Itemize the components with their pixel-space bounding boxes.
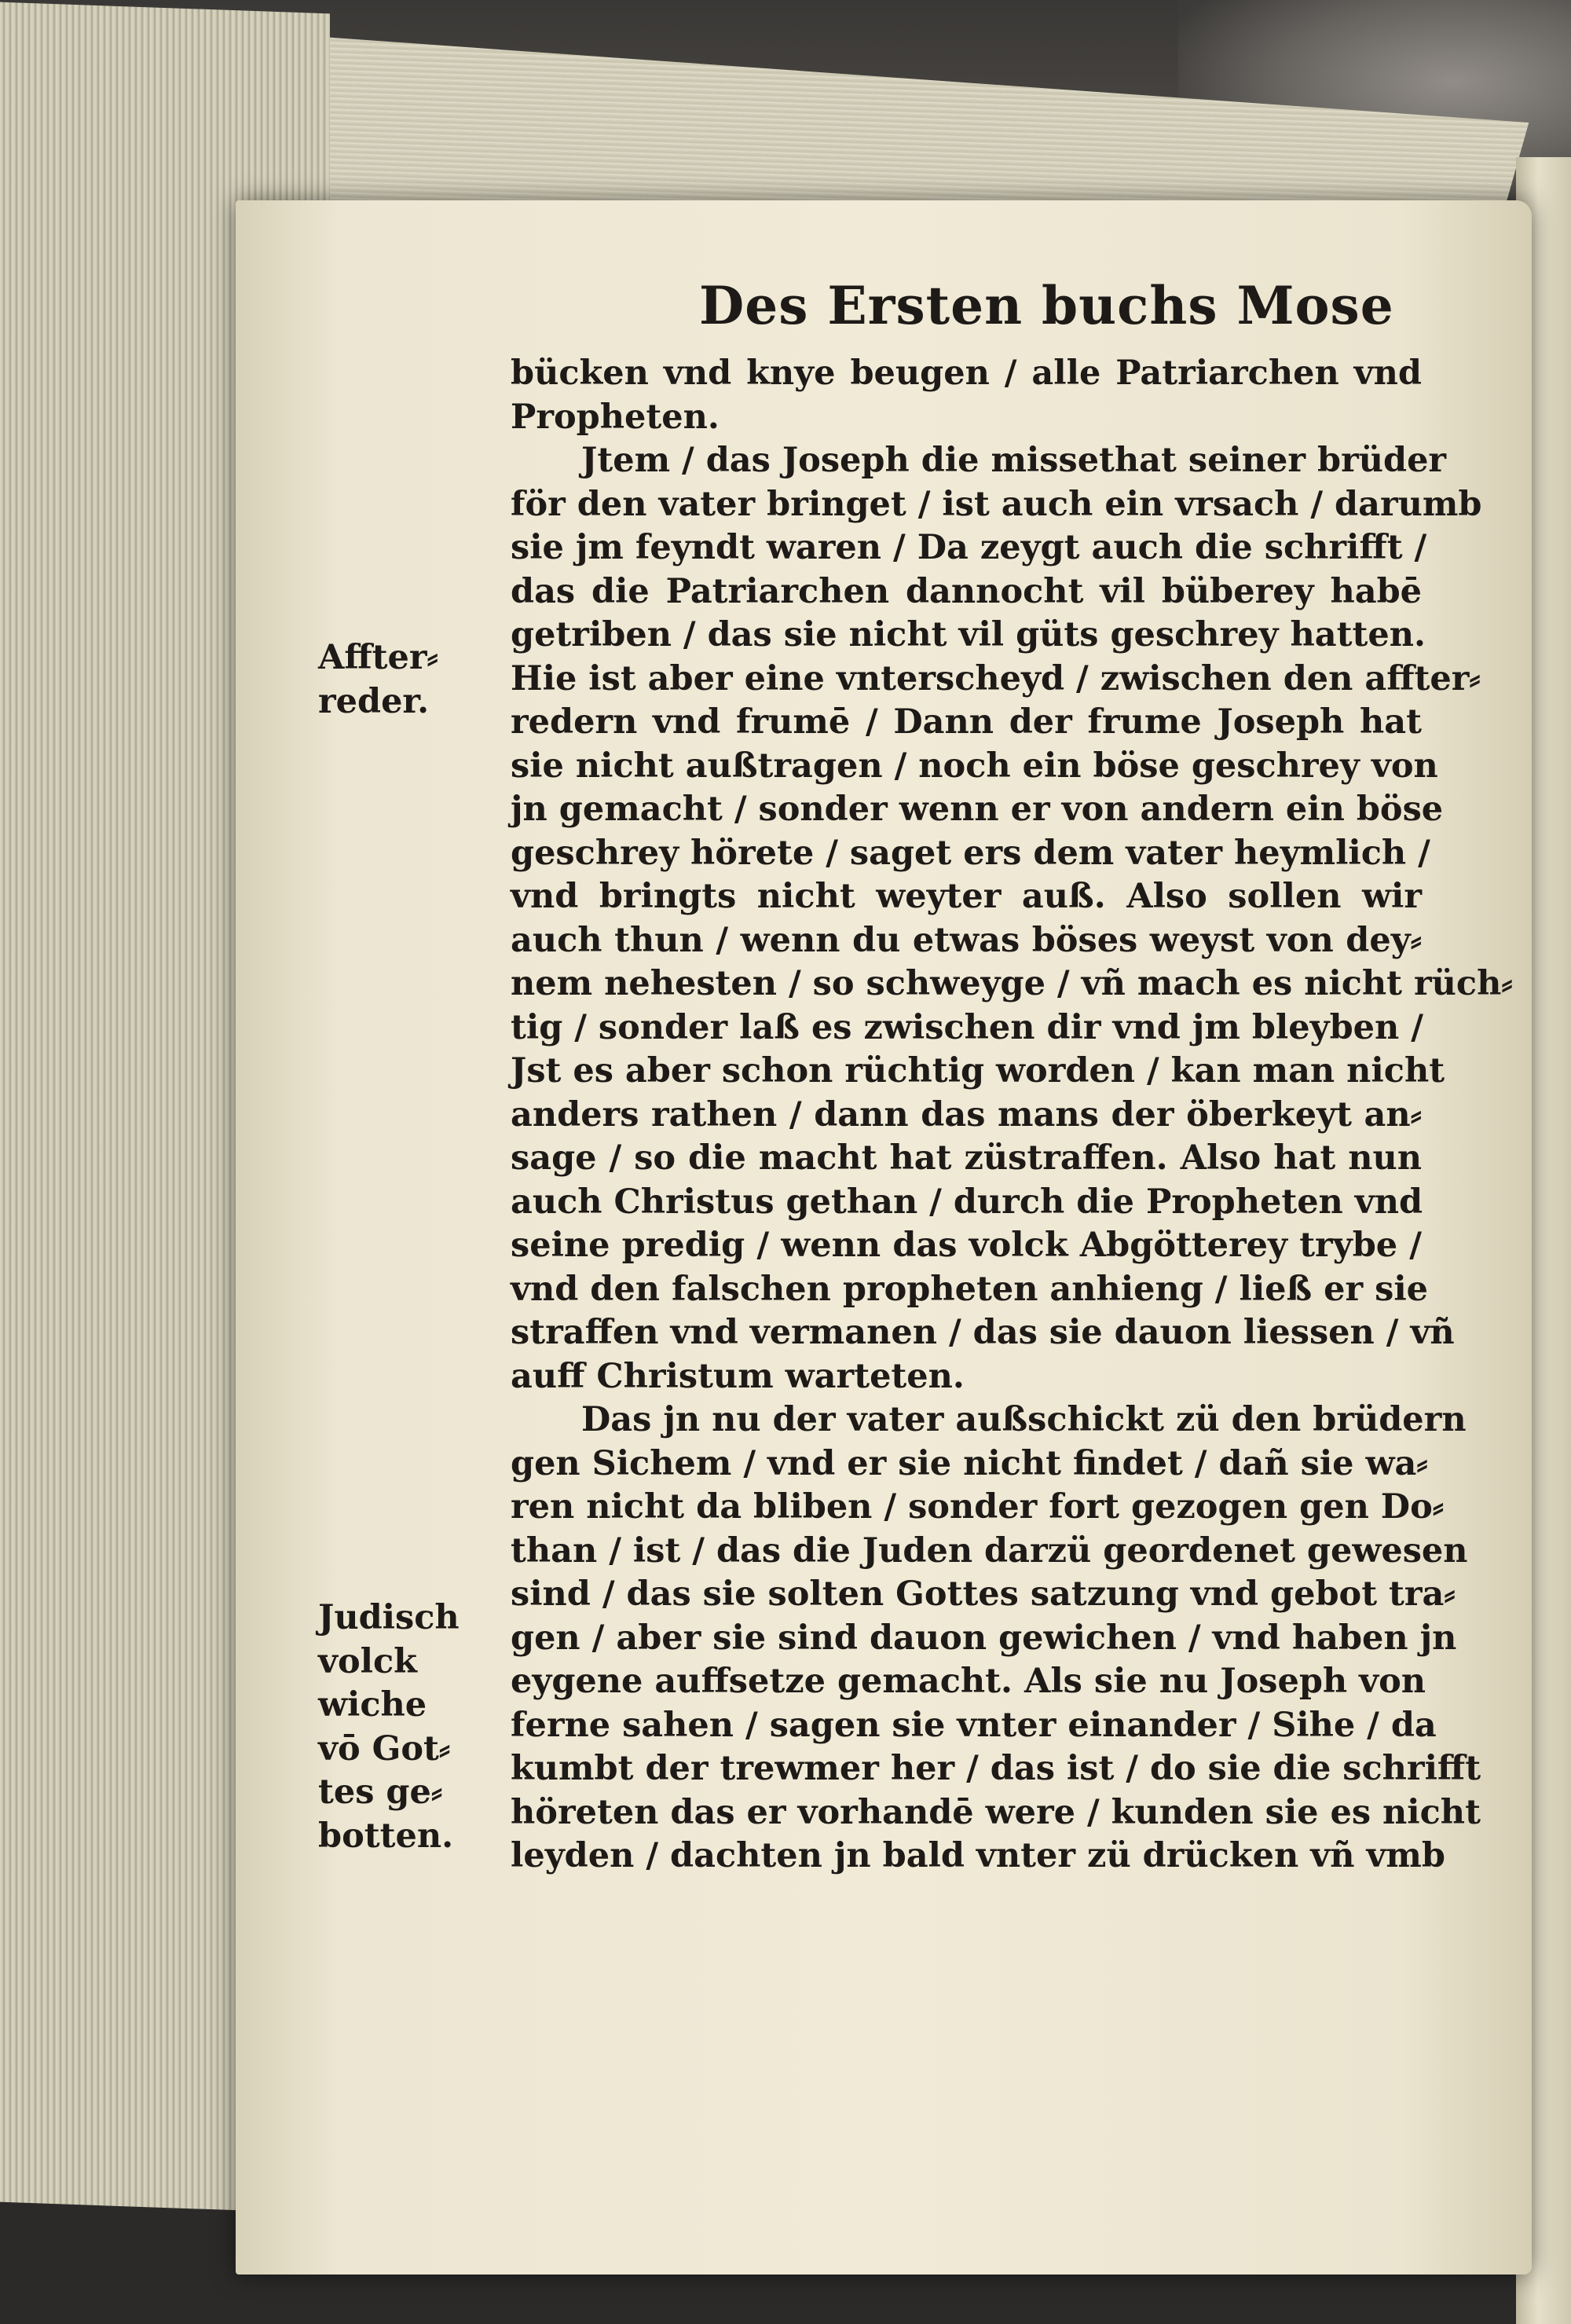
text-line: auch thun / wenn du etwas böses weyst von dey⸗ — [511, 920, 1422, 960]
text-line: Jtem / das Joseph die missethat seiner brüder — [581, 441, 1447, 480]
text-line: Hie ist aber eine vnterscheyd / zwischen den affter⸗ — [511, 658, 1481, 698]
text-line: ferne sahen / sagen sie vnter einander / Sihe / da — [511, 1705, 1437, 1745]
text-line: sind / das sie solten Gottes satzung vnd gebot tra⸗ — [511, 1574, 1456, 1614]
text-line: vnd den falschen propheten anhieng / ließ er sie — [511, 1269, 1429, 1309]
text-line: sie jm feyndt waren / Da zeygt auch die schrifft / — [511, 528, 1427, 567]
running-head: Des Ersten buchs Mose — [699, 275, 1394, 336]
text-line: than / ist / das die Juden darzü geordenet gewesen — [511, 1530, 1468, 1571]
text-line: sie nicht außtragen / noch ein böse geschrey von — [511, 746, 1438, 786]
text-line: auch Christus gethan / durch die Propheten vnd — [511, 1182, 1423, 1222]
text-line: vnd bringts nicht weyter auß. Also sollen wir — [511, 877, 1422, 916]
text-line: kumbt der trewmer her / das ist / do sie die schrifft — [511, 1749, 1481, 1788]
text-line: bücken vnd knye beugen / alle Patriarchen vnd — [511, 354, 1422, 393]
text-line: tig / sonder laß es zwischen dir vnd jm bleyben / — [511, 1007, 1423, 1047]
margin-line: reder. — [318, 681, 430, 721]
text-line: gen / aber sie sind dauon gewichen / vnd haben jn — [511, 1618, 1457, 1658]
margin-line: botten. — [318, 1816, 454, 1856]
text-line: jn gemacht / sonder wenn er von andern ein böse — [511, 790, 1444, 829]
text-line: seine predig / wenn das volck Abgötterey trybe / — [511, 1226, 1422, 1265]
text-line: Propheten. — [511, 397, 720, 437]
text-line: Das jn nu der vater außschickt zü den brüdern — [581, 1400, 1467, 1439]
text-line: nem nehesten / so schweyge / vñ mach es nicht rüch⸗ — [511, 964, 1513, 1003]
text-line: leyden / dachten jn bald vnter zü drücken vñ vmb — [511, 1836, 1445, 1875]
text-line: redern vnd frumē / Dann der frume Joseph hat — [511, 702, 1422, 742]
margin-line: tes ge⸗ — [318, 1772, 443, 1812]
margin-line: vō Got⸗ — [318, 1728, 451, 1769]
body-text — [511, 352, 1513, 1879]
text-line: straffen vnd vermanen / das sie dauon liessen / vñ — [511, 1313, 1455, 1352]
text-line: Jst es aber schon rüchtig worden / kan man nicht — [511, 1051, 1445, 1091]
margin-note-judisch-volck — [318, 1596, 491, 1858]
text-line: das die Patriarchen dannocht vil büberey habē — [511, 571, 1422, 611]
text-line: eygene auffsetze gemacht. Als sie nu Joseph von — [511, 1662, 1426, 1701]
text-line: höreten das er vorhandē were / kunden sie es nicht — [511, 1792, 1481, 1832]
text-line: för den vater bringet / ist auch ein vrsach / darumb — [511, 484, 1482, 524]
margin-line: Affter⸗ — [318, 638, 438, 677]
margin-line: volck — [318, 1641, 417, 1681]
text-line: getriben / das sie nicht vil güts geschrey hatten. — [511, 615, 1426, 654]
text-line: gen Sichem / vnd er sie nicht findet / dañ sie wa⸗ — [511, 1443, 1428, 1483]
text-line: geschrey hörete / saget ers dem vater heymlich / — [511, 833, 1430, 873]
text-line: auff Christum warteten. — [511, 1356, 965, 1396]
text-line: ren nicht da bliben / sonder fort gezogen gen Do⸗ — [511, 1487, 1445, 1527]
text-line: anders rathen / dann das mans der öberkeyt an⸗ — [511, 1094, 1422, 1135]
margin-note-afterreder — [318, 636, 491, 724]
margin-line: Judisch — [318, 1598, 460, 1637]
text-line: sage / so die macht hat züstraffen. Also hat nun — [511, 1138, 1422, 1178]
margin-line: wiche — [318, 1685, 427, 1725]
